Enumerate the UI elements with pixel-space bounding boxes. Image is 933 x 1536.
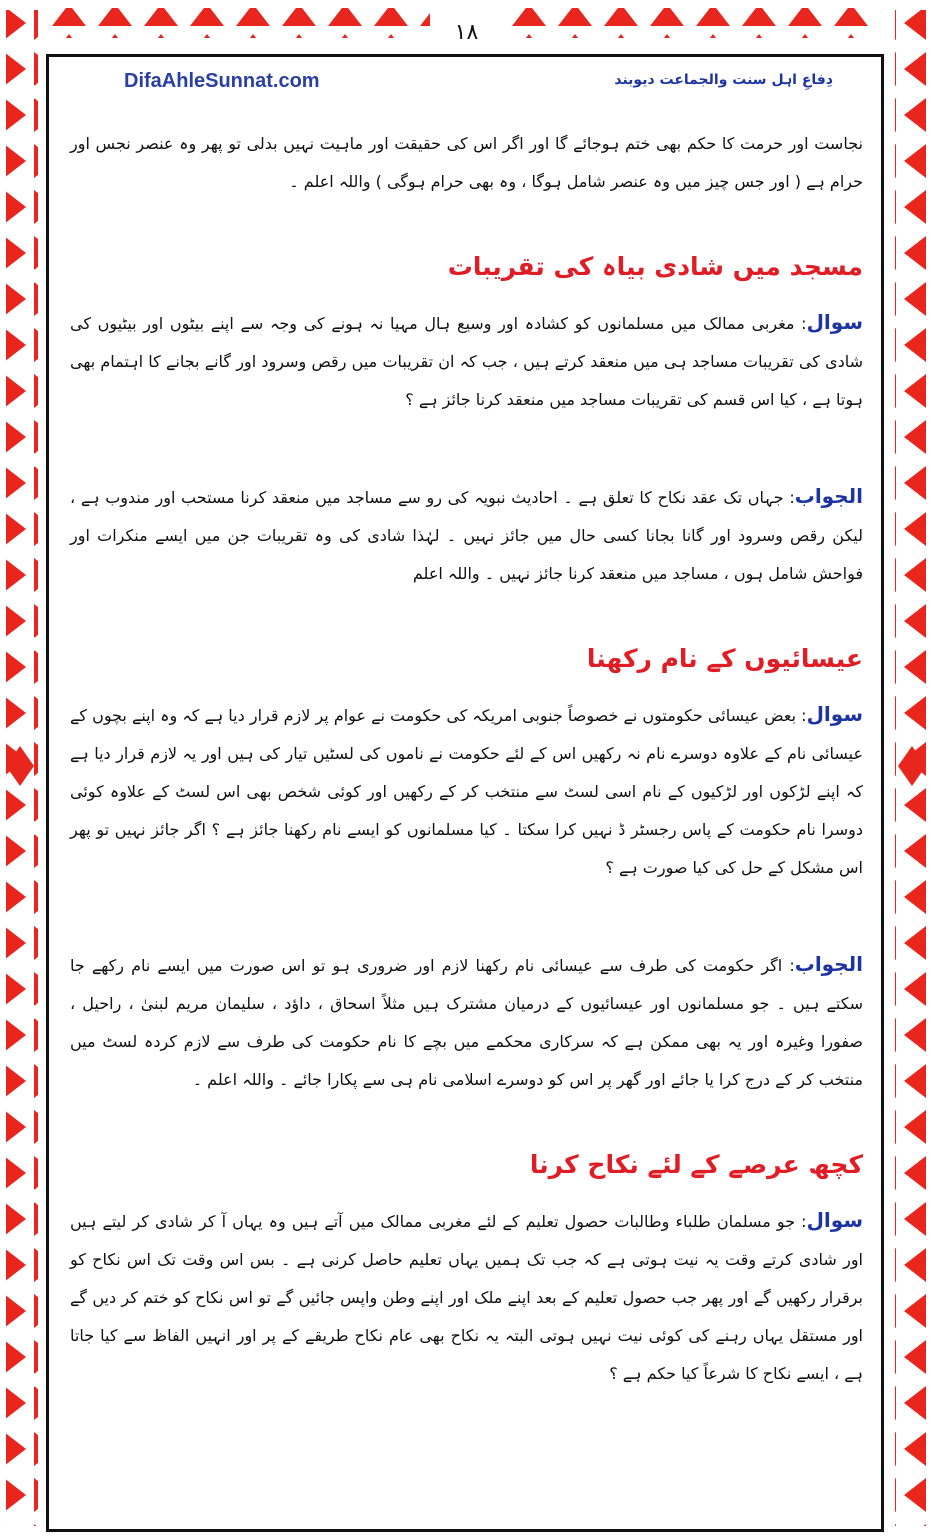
section-heading: عیسائیوں کے نام رکھنا [586,644,863,673]
section-heading: مسجد میں شادی بیاہ کی تقریبات [447,252,863,281]
page-header [60,70,863,100]
question-paragraph [70,303,863,419]
answer-paragraph [70,477,863,593]
question-text: : بعض عیسائی حکومتوں نے خصوصاً جنوبی امریکہ کی حکومت نے عوام پر لازم قرار دیا ہے کہ وہ اپنے بچوں کے عیسائی نام کے علاوہ دوسرے نام نہ رکھیں اس کے لئے حکومت نے ناموں کی لسٹیں تیار کی ہیں اور یہ لازم قرار دیا ہے کہ اپنے لڑکوں اور لڑکیوں کے نام اسی لسٹ سے منتخب کر کے رکھیں اور کوئی شخص بھی اس لسٹ کے علاوہ کوئی دوسرا نام حکومت کے پاس رجسٹر ڈ نہیں کرا سکتا ۔ کیا مسلمانوں کو ایسے نام رکھنا جائز ہے ؟ اگر جائز نہیں تو پھر اس مشکل کے حل کی کیا صورت ہے ؟ [70,706,863,877]
question-paragraph [70,1201,863,1393]
question-label: سوال [806,702,863,726]
question-text: : مغربی ممالک میں مسلمانوں کو کشادہ اور وسیع ہال مہیا نہ ہونے کی وجہ سے اپنے بیٹوں اور بیٹیوں کی شادی کی تقریبات مساجد ہی میں منعقد کرتے ہیں ، جب کہ ان تقریبات میں رقص وسرود اور گانے بجانے کا اہتمام بھی ہوتا ہے ، کیا اس قسم کی تقریبات مساجد میں منعقد کرنا جائز ہے ؟ [70,314,863,409]
question-text: : جو مسلمان طلباء وطالبات حصول تعلیم کے لئے مغربی ممالک میں آتے ہیں وہ یہاں آ کر شادی کر لیتے ہیں اور شادی کرتے وقت یہ نیت ہوتی ہے کہ جب تک ہمیں یہاں تعلیم حاصل کرنی ہے ۔ بس اس وقت تک اس نکاح کو برقرار رکھیں گے اور پھر جب حصول تعلیم کے بعد اپنے ملک اور اپنے وطن واپس جائیں گے تو اس نکاح کو ختم کر دیں گے اور مستقل یہاں رہنے کی کوئی نیت نہیں ہوتی البتہ یہ نکاح بھی عام نکاح طریقے کے پر اور انہیں الفاظ سے کیا جاتا ہے ، ایسے نکاح کا شرعاً کیا حکم ہے ؟ [70,1212,863,1383]
question-label: سوال [806,310,863,334]
page-number: ۱۸ [454,20,479,45]
answer-label: الجواب [794,952,863,976]
answer-label: الجواب [794,484,863,508]
section-heading: کچھ عرصے کے لئے نکاح کرنا [529,1150,863,1179]
answer-paragraph [70,945,863,1099]
site-url-link[interactable]: DifaAhleSunnat.com [124,70,320,92]
intro-paragraph: نجاست اور حرمت کا حکم بھی ختم ہوجائے گا اور اگر اس کی حقیقت اور ماہیت نہیں بدلی تو پھر وہ عنصر نجس اور حرام ہے ( اور جس چیز میں وہ عنصر شامل ہوگا ، وہ بھی حرام ہوگی ) واللہ اعلم ۔ [70,134,863,191]
page-content [70,125,863,1393]
answer-text: : جہاں تک عقد نکاح کا تعلق ہے ۔ احادیث نبویہ کی رو سے مساجد میں منعقد کرنا مستحب اور مندوب ہے ، لیکن رقص وسرود اور گانا بجانا کسی حال میں جائز نہیں ۔ لہٰذا شادی کی وہ تقریبات جن میں ایسے منکرات اور فواحش شامل ہوں ، مساجد میں منعقد کرنا جائز نہیں ۔ واللہ اعلم [70,488,863,583]
book-title: دِفاعِ اہل سنت والجماعت دیوبند [614,72,833,88]
question-paragraph [70,695,863,887]
question-label: سوال [806,1208,863,1232]
answer-text: : اگر حکومت کی طرف سے عیسائی نام رکھنا لازم اور ضروری ہو تو اس صورت میں ایسے نام رکھے جا سکتے ہیں ۔ جو مسلمانوں اور عیسائیوں کے درمیان مشترک ہیں مثلاً اسحاق ، داؤد ، سلیمان مریم لبنیٰ ، راحیل ، صفورا وغیرہ اور یہ بھی ممکن ہے کہ سرکاری محکمے میں بچے کا نام حکومت کی طرف سے لازم کردہ لسٹ میں منتخب کر کے درج کرا یا جائے اور گھر پر اس کو دوسرے اسلامی نام ہی سے پکارا جائے ۔ واللہ اعلم ۔ [70,956,864,1089]
